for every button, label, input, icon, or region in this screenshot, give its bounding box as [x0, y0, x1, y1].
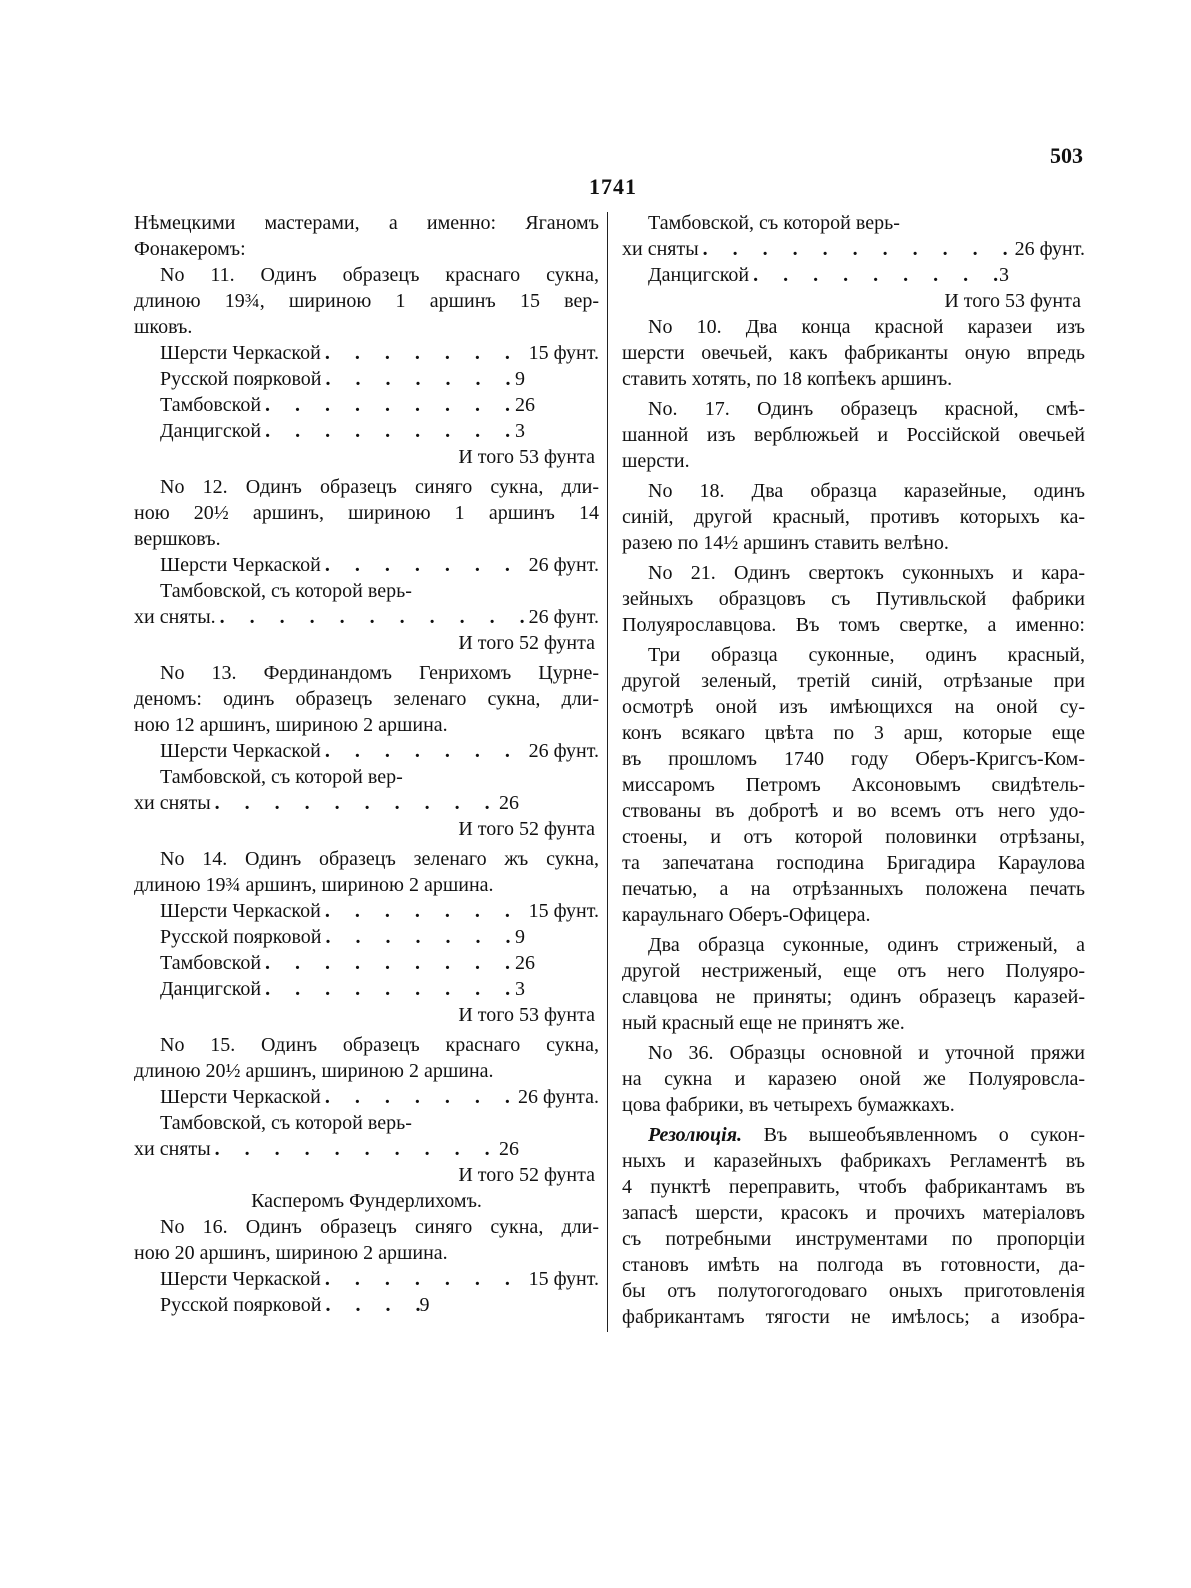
entry-no13-line: ною 12 аршинъ, шириною 2 аршина.: [134, 714, 448, 736]
wool-value: 26 фунт.: [528, 606, 599, 628]
wool-row: [134, 340, 599, 366]
master-name-heading: Касперомъ Фундерлихомъ.: [251, 1190, 482, 1212]
entry-no11-line: шковъ.: [134, 316, 193, 338]
entry-no14-line: длиною 19¾ аршинъ, шириною 2 аршина.: [134, 874, 494, 896]
entry-no16-line: ною 20 аршинъ, шириною 2 аршина.: [134, 1242, 448, 1264]
wool-value: 15 фунт.: [528, 1268, 599, 1290]
entry-no21-line: Полуярославцова. Въ томъ свертке, а именно:: [622, 614, 1085, 636]
entry-no10-line: No 10. Два конца красной каразеи изъ: [648, 316, 1085, 338]
entry-no11-line: No 11. Одинъ образецъ краснаго сукна,: [160, 264, 599, 286]
resolution-line: ныхъ и каразейныхъ фабрикахъ Регламентѣ въ: [622, 1150, 1085, 1172]
total-value: И того 52 фунта: [458, 1164, 595, 1186]
total-row: [134, 444, 599, 470]
wool-value: 26 фунта.: [517, 1086, 599, 1108]
wool-row: [134, 738, 599, 764]
total-value: И того 52 фунта: [458, 632, 595, 654]
entry-no13-line: No 13. Фердинандомъ Генрихомъ Цурне-: [160, 662, 599, 684]
paragraph-line: караульнаго Оберъ-Офицера.: [622, 904, 871, 926]
wool-label: Тамбовской: [160, 394, 262, 416]
wool-label: Русской поярковой: [160, 926, 322, 948]
right-column: [622, 210, 1085, 1330]
wool-label: Данцигской: [160, 420, 262, 442]
wool-row: [622, 236, 1085, 262]
wool-label: Данцигской: [648, 264, 750, 286]
total-value: И того 53 фунта: [458, 1004, 595, 1026]
wool-value: 9: [515, 368, 525, 390]
wool-value: 3: [515, 420, 525, 442]
paragraph-line: Два образца суконные, одинъ стриженый, а: [648, 934, 1085, 956]
wool-label: Данцигской: [160, 978, 262, 1000]
wool-row: [134, 898, 599, 924]
entry-no10-line: ставить хотять, по 18 копѣекъ аршинъ.: [622, 368, 953, 390]
text-line: Тамбовской, съ которой верь-: [160, 1112, 412, 1134]
text-line: Тамбовской, съ которой вер-: [160, 766, 403, 788]
wool-value: 26 фунт.: [528, 740, 599, 762]
page-year-heading: 1741: [589, 174, 637, 199]
total-row: [622, 288, 1085, 314]
wool-label: хи сняты: [134, 1138, 211, 1160]
entry-no12-line: No 12. Одинъ образецъ синяго сукна, дли-: [160, 476, 599, 498]
wool-row: [134, 924, 599, 950]
wool-label: Шерсти Черкаской: [160, 740, 321, 762]
wool-value: 3: [515, 978, 525, 1000]
entry-no17-line: No. 17. Одинъ образецъ красной, смѣ-: [648, 398, 1085, 420]
wool-label: Тамбовской: [160, 952, 262, 974]
paragraph-line: другой нестриженый, еще отъ него Полуяро-: [622, 960, 1085, 982]
entry-no13-line: деномъ: одинъ образецъ зеленаго сукна, дли-: [134, 688, 599, 710]
wool-value: 26 фунт.: [528, 554, 599, 576]
entry-no16-line: No 16. Одинъ образецъ синяго сукна, дли-: [160, 1216, 599, 1238]
resolution-line: 4 пунктѣ переправить, чтобъ фабрикантамъ въ: [622, 1176, 1085, 1198]
entry-no15-line: No 15. Одинъ образецъ краснаго сукна,: [160, 1034, 599, 1056]
entry-no36-line: цова фабрики, въ четырехъ бумажкахъ.: [622, 1094, 955, 1116]
wool-value: 26: [499, 792, 519, 814]
wool-row: [134, 1292, 599, 1318]
wool-row: [134, 1084, 599, 1110]
entry-no21-line: зейныхъ образцовъ съ Путивльской фабрики: [622, 588, 1085, 610]
total-row: [134, 816, 599, 842]
total-row: [134, 630, 599, 656]
entry-no10-line: шерсти овечьей, какъ фабриканты оную впредь: [622, 342, 1085, 364]
wool-value: 3: [999, 264, 1009, 286]
wool-value: 15 фунт.: [528, 342, 599, 364]
wool-label: Шерсти Черкаской: [160, 900, 321, 922]
wool-value: 26: [515, 394, 535, 416]
paragraph-line: ствованы въ добротѣ и во всемъ отъ него удо-: [622, 800, 1085, 822]
paragraph-line: стоены, и отъ которой половинки отрѣзаны,: [622, 826, 1085, 848]
wool-value: 15 фунт.: [528, 900, 599, 922]
wool-value: 9: [419, 1294, 430, 1316]
entry-no21-line: No 21. Одинъ свертокъ суконныхъ и кара-: [648, 562, 1085, 584]
paragraph-line: та запечатана господина Бригадира Караулова: [622, 852, 1085, 874]
wool-row: [134, 790, 599, 816]
wool-row: [134, 366, 599, 392]
text-line: Тамбовской, съ которой верь-: [160, 580, 412, 602]
entry-no18-line: разею по 14½ аршинъ ставить велѣно.: [622, 532, 949, 554]
paragraph-line: другой зеленый, третій синій, отрѣзаные при: [622, 670, 1085, 692]
wool-row: [134, 552, 599, 578]
wool-value: 26: [499, 1138, 519, 1160]
resolution-label: Резолюція.: [648, 1124, 742, 1146]
total-row: [134, 1002, 599, 1028]
paragraph-line: Три образца суконные, одинъ красный,: [648, 644, 1085, 666]
resolution-line: съ потребными инструментами по пропорціи: [622, 1228, 1085, 1250]
total-value: И того 53 фунта: [944, 290, 1081, 312]
entry-no18-line: No 18. Два образца каразейные, одинъ: [648, 480, 1085, 502]
entry-no15-line: длиною 20½ аршинъ, шириною 2 аршина.: [134, 1060, 494, 1082]
paragraph-line: славцова не приняты; одинъ образецъ каразей-: [622, 986, 1085, 1008]
text-line: Тамбовской, съ которой верь-: [648, 212, 900, 234]
wool-label: Русской поярковой: [160, 368, 322, 390]
resolution-line: запасѣ шерсти, красокъ и прочихъ матеріаловъ: [622, 1202, 1085, 1224]
wool-value: 9: [515, 926, 525, 948]
text-line: Фонакеромъ:: [134, 238, 246, 260]
paragraph-line: ный красный еще не принятъ же.: [622, 1012, 905, 1034]
wool-row: [622, 262, 1085, 288]
entry-no18-line: синій, другой красный, противъ которыхъ ка-: [622, 506, 1085, 528]
paragraph-line: печатью, а на отрѣзанныхъ положена печать: [622, 878, 1085, 900]
resolution-line: становъ имѣть на полгода въ готовности, да-: [622, 1254, 1085, 1276]
entry-no36-line: No 36. Образцы основной и уточной пряжи: [648, 1042, 1085, 1064]
entry-no14-line: No 14. Одинъ образецъ зеленаго жъ сукна,: [160, 848, 599, 870]
wool-label: хи сняты: [622, 238, 699, 260]
entry-no12-line: ною 20½ аршинъ, шириною 1 аршинъ 14: [134, 502, 599, 524]
wool-row: [134, 392, 599, 418]
column-divider: [607, 212, 608, 1332]
entry-no17-line: шерсти.: [622, 450, 690, 472]
resolution-line: [622, 1122, 1085, 1148]
total-row: [134, 1162, 599, 1188]
total-value: И того 53 фунта: [458, 446, 595, 468]
paragraph-line: миссаромъ Петромъ Аксоновымъ свидѣтель-: [622, 774, 1085, 796]
entry-no11-line: длиною 19¾, шириною 1 аршинъ 15 вер-: [134, 290, 599, 312]
wool-row: [134, 1136, 599, 1162]
entry-no36-line: на сукна и каразею оной же Полуяровсла-: [622, 1068, 1085, 1090]
paragraph-line: конъ всякаго цвѣта по 3 арш, которые еще: [622, 722, 1085, 744]
wool-row: [134, 418, 599, 444]
total-value: И того 52 фунта: [458, 818, 595, 840]
resolution-line: бы отъ полутогогодоваго оныхъ приготовленія: [622, 1280, 1085, 1302]
wool-label: Шерсти Черкаской: [160, 554, 321, 576]
entry-no17-line: шанной изъ верблюжьей и Россійской овечьей: [622, 424, 1085, 446]
wool-value: 26 фунт.: [1014, 238, 1085, 260]
entry-no12-line: вершковъ.: [134, 528, 221, 550]
resolution-line: фабрикантамъ тягости не имѣлось; а изобра-: [622, 1306, 1085, 1328]
wool-label: хи сняты: [134, 792, 211, 814]
wool-value: 26: [515, 952, 535, 974]
wool-row: [134, 1266, 599, 1292]
wool-label: хи сняты.: [134, 606, 216, 628]
wool-row: [134, 604, 599, 630]
page-number: 503: [1050, 143, 1083, 168]
paragraph-line: осмотрѣ оной изъ имѣющихся на оной су-: [622, 696, 1085, 718]
text-line: Нѣмецкими мастерами, а именно: Яганомъ: [134, 212, 599, 234]
paragraph-line: въ прошломъ 1740 году Оберъ-Кригсъ-Ком-: [622, 748, 1085, 770]
wool-row: [134, 976, 599, 1002]
wool-row: [134, 950, 599, 976]
wool-label: Русской поярковой: [160, 1294, 322, 1316]
wool-label: Шерсти Черкаской: [160, 1086, 321, 1108]
left-column: [134, 210, 599, 1318]
resolution-text: Въ вышеобъявленномъ о сукон-: [763, 1124, 1085, 1146]
wool-label: Шерсти Черкаской: [160, 1268, 321, 1290]
wool-label: Шерсти Черкаской: [160, 342, 321, 364]
